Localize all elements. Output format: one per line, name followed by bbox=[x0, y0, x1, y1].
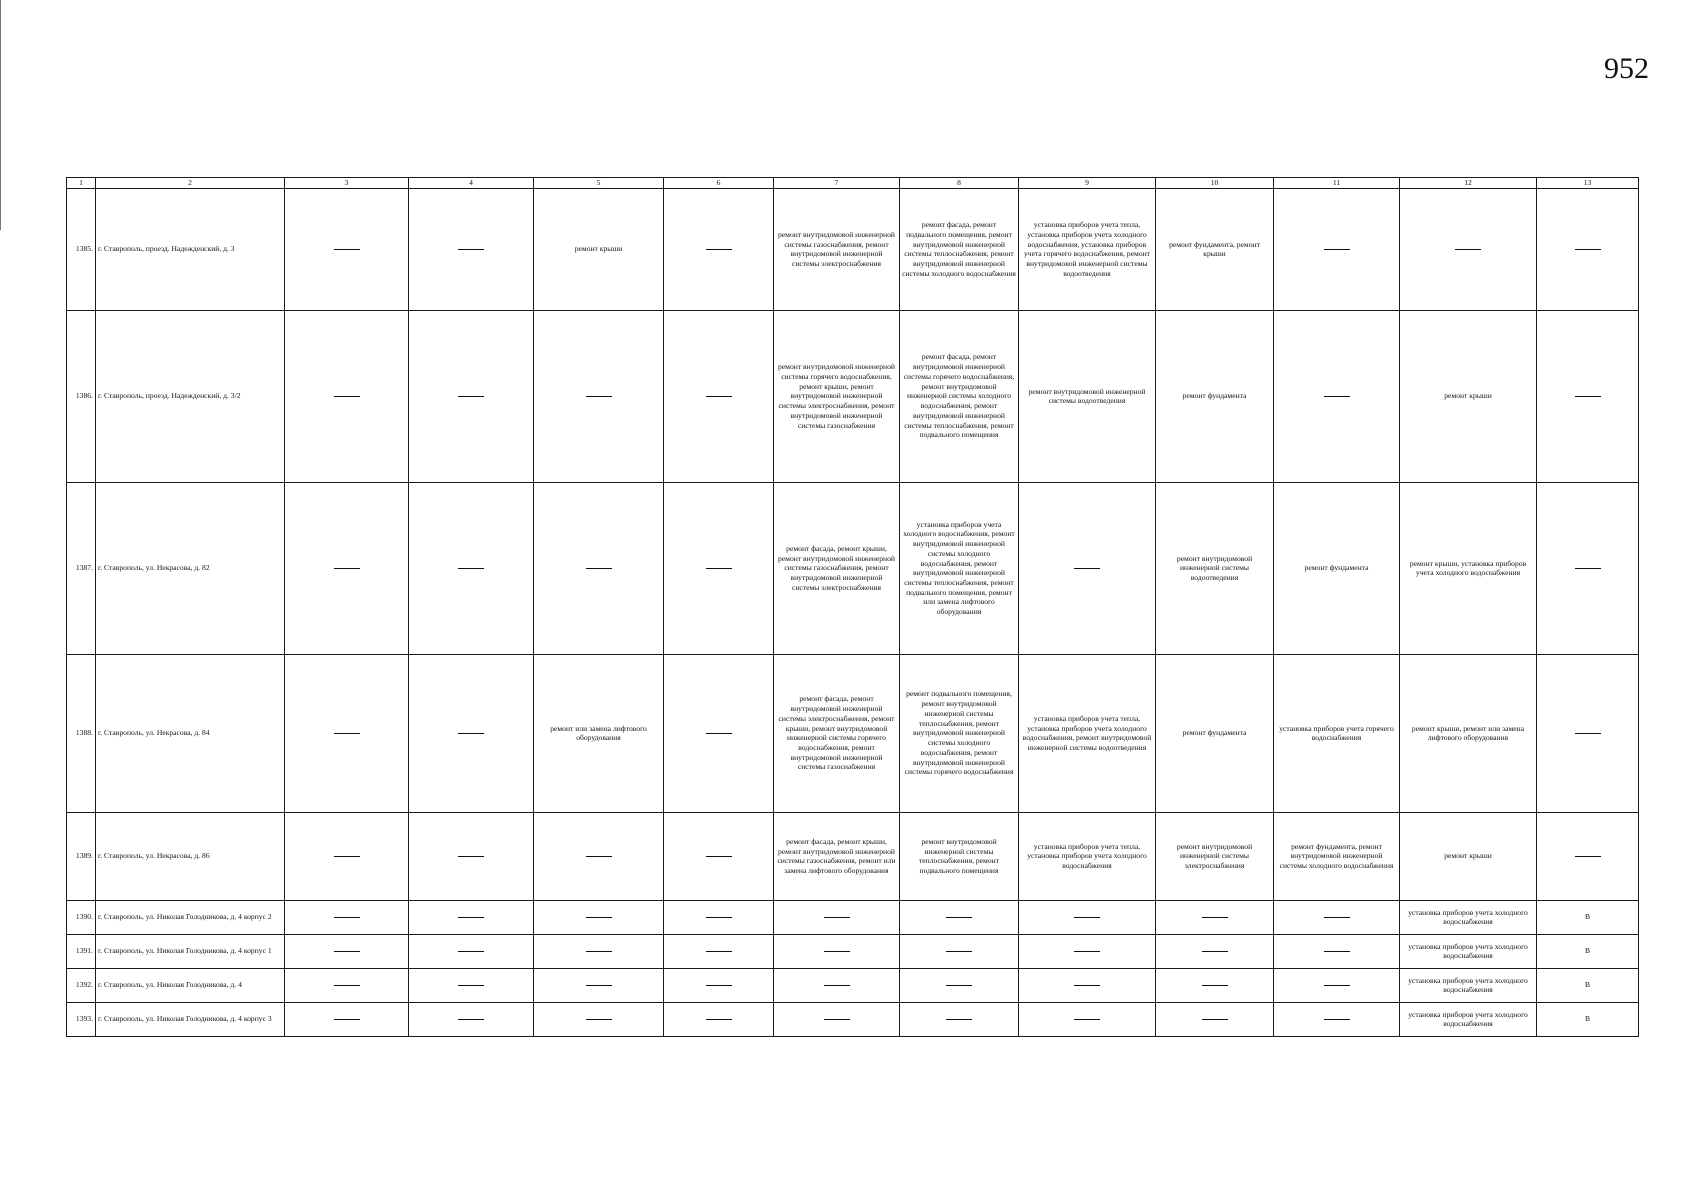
row-number: 1392. bbox=[67, 968, 96, 1002]
col13-cell: В bbox=[1537, 900, 1639, 934]
col10-cell bbox=[1156, 968, 1274, 1002]
empty-dash bbox=[706, 951, 732, 952]
col13-cell bbox=[1537, 812, 1639, 900]
col5-cell bbox=[534, 482, 664, 654]
table-row bbox=[67, 654, 1639, 812]
col10-cell: ремонт внутридомовой инженерной системы электроснабжения bbox=[1156, 812, 1274, 900]
col8-cell bbox=[900, 900, 1019, 934]
address-cell: г. Ставрополь, проезд. Надежденский, д. 3 bbox=[96, 188, 285, 310]
address-cell: г. Ставрополь, ул. Николая Голодникова, д. 4 корпус 3 bbox=[96, 1002, 285, 1036]
col8-cell: ремонт фасада, ремонт подвального помещения, ремонт внутридомовой инженерной системы теплоснабжения, ремонт внутридомовой инженерной системы холодного водоснабжения bbox=[900, 188, 1019, 310]
table-row bbox=[67, 310, 1639, 482]
col3-cell bbox=[285, 654, 409, 812]
col6-cell bbox=[664, 1002, 774, 1036]
col4-cell bbox=[409, 310, 534, 482]
empty-dash bbox=[458, 249, 484, 250]
empty-dash bbox=[824, 985, 850, 986]
empty-dash bbox=[1575, 249, 1601, 250]
col11-cell: установка приборов учета горячего водоснабжения bbox=[1274, 654, 1400, 812]
col11-cell bbox=[1274, 188, 1400, 310]
col9-cell: установка приборов учета тепла, установка приборов учета холодного водоснабжения, установка приборов учета горячего водоснабжения, ремонт внутридомовой инженерной системы водоотведения bbox=[1019, 188, 1156, 310]
empty-dash bbox=[824, 1019, 850, 1020]
col8-cell bbox=[900, 934, 1019, 968]
col8-cell: ремонт подвального помещения, ремонт внутридомовой инженерной системы теплоснабжения, ремонт внутридомовой инженерной системы холодного водоснабжения, ремонт внутридомовой инженерной системы горячего водоснабжения bbox=[900, 654, 1019, 812]
col3-cell bbox=[285, 934, 409, 968]
column-header: 5 bbox=[534, 178, 664, 189]
col8-cell bbox=[900, 1002, 1019, 1036]
table-row bbox=[67, 900, 1639, 934]
col8-cell: ремонт внутридомовой инженерной системы теплоснабжения, ремонт подвального помещения bbox=[900, 812, 1019, 900]
col6-cell bbox=[664, 968, 774, 1002]
empty-dash bbox=[706, 856, 732, 857]
col9-cell: установка приборов учета тепла, установка приборов учета холодного водоснабжения, ремонт внутридомовой инженерной системы водоотведения bbox=[1019, 654, 1156, 812]
col6-cell bbox=[664, 654, 774, 812]
address-cell: г. Ставрополь, ул. Некрасова, д. 84 bbox=[96, 654, 285, 812]
empty-dash bbox=[1074, 985, 1100, 986]
empty-dash bbox=[706, 568, 732, 569]
column-header: 12 bbox=[1400, 178, 1537, 189]
empty-dash bbox=[1324, 1019, 1350, 1020]
table-row bbox=[67, 1002, 1639, 1036]
table-row bbox=[67, 482, 1639, 654]
empty-dash bbox=[334, 568, 360, 569]
col5-cell bbox=[534, 812, 664, 900]
column-header: 4 bbox=[409, 178, 534, 189]
col12-cell: установка приборов учета холодного водоснабжения bbox=[1400, 968, 1537, 1002]
col12-cell: установка приборов учета холодного водоснабжения bbox=[1400, 934, 1537, 968]
col9-cell bbox=[1019, 900, 1156, 934]
col10-cell bbox=[1156, 934, 1274, 968]
col7-cell: ремонт внутридомовой инженерной системы газоснабжения, ремонт внутридомовой инженерной системы электроснабжения bbox=[774, 188, 900, 310]
row-number: 1389. bbox=[67, 812, 96, 900]
col9-cell bbox=[1019, 934, 1156, 968]
empty-dash bbox=[946, 951, 972, 952]
col10-cell: ремонт фундамента, ремонт крыши bbox=[1156, 188, 1274, 310]
col4-cell bbox=[409, 654, 534, 812]
empty-dash bbox=[1324, 396, 1350, 397]
empty-dash bbox=[334, 985, 360, 986]
col13-cell bbox=[1537, 482, 1639, 654]
col7-cell bbox=[774, 968, 900, 1002]
col7-cell: ремонт фасада, ремонт крыши, ремонт внутридомовой инженерной системы газоснабжения, ремонт или замена лифтового оборудования bbox=[774, 812, 900, 900]
row-number: 1385. bbox=[67, 188, 96, 310]
col6-cell bbox=[664, 812, 774, 900]
empty-dash bbox=[1202, 985, 1228, 986]
address-cell: г. Ставрополь, ул. Николая Голодникова, д. 4 корпус 1 bbox=[96, 934, 285, 968]
col9-cell bbox=[1019, 968, 1156, 1002]
empty-dash bbox=[334, 1019, 360, 1020]
page-number: 952 bbox=[1604, 52, 1649, 85]
col7-cell bbox=[774, 1002, 900, 1036]
col7-cell bbox=[774, 900, 900, 934]
col10-cell: ремонт внутридомовой инженерной системы водоотведения bbox=[1156, 482, 1274, 654]
empty-dash bbox=[334, 396, 360, 397]
scan-edge-mark bbox=[0, 0, 4, 230]
col6-cell bbox=[664, 482, 774, 654]
col9-cell bbox=[1019, 482, 1156, 654]
column-header: 7 bbox=[774, 178, 900, 189]
col7-cell bbox=[774, 934, 900, 968]
empty-dash bbox=[458, 985, 484, 986]
col13-cell: В bbox=[1537, 1002, 1639, 1036]
address-cell: г. Ставрополь, ул. Николая Голодникова, д. 4 корпус 2 bbox=[96, 900, 285, 934]
empty-dash bbox=[706, 396, 732, 397]
column-header: 1 bbox=[67, 178, 96, 189]
repair-schedule-table bbox=[66, 177, 1639, 1037]
col3-cell bbox=[285, 812, 409, 900]
column-header: 3 bbox=[285, 178, 409, 189]
col13-cell: В bbox=[1537, 934, 1639, 968]
column-header: 9 bbox=[1019, 178, 1156, 189]
empty-dash bbox=[1324, 249, 1350, 250]
col11-cell: ремонт фундамента bbox=[1274, 482, 1400, 654]
empty-dash bbox=[1455, 249, 1481, 250]
empty-dash bbox=[1324, 951, 1350, 952]
empty-dash bbox=[1324, 917, 1350, 918]
empty-dash bbox=[334, 733, 360, 734]
col6-cell bbox=[664, 934, 774, 968]
col12-cell: ремонт крыши, ремонт или замена лифтового оборудования bbox=[1400, 654, 1537, 812]
empty-dash bbox=[706, 917, 732, 918]
column-header: 2 bbox=[96, 178, 285, 189]
empty-dash bbox=[458, 568, 484, 569]
table-row bbox=[67, 934, 1639, 968]
col7-cell: ремонт фасада, ремонт внутридомовой инженерной системы электроснабжения, ремонт крыши, ремонт внутридомовой инженерной системы горячего водоснабжения, ремонт внутридомовой инженерной системы газоснабжения bbox=[774, 654, 900, 812]
col13-cell bbox=[1537, 310, 1639, 482]
col11-cell bbox=[1274, 934, 1400, 968]
empty-dash bbox=[1575, 568, 1601, 569]
header-row bbox=[67, 178, 1639, 189]
col9-cell: ремонт внутридомовой инженерной системы водоотведения bbox=[1019, 310, 1156, 482]
col11-cell bbox=[1274, 310, 1400, 482]
col4-cell bbox=[409, 812, 534, 900]
row-number: 1391. bbox=[67, 934, 96, 968]
empty-dash bbox=[1324, 985, 1350, 986]
empty-dash bbox=[1202, 917, 1228, 918]
empty-dash bbox=[458, 1019, 484, 1020]
empty-dash bbox=[1575, 396, 1601, 397]
row-number: 1387. bbox=[67, 482, 96, 654]
column-header: 8 bbox=[900, 178, 1019, 189]
table-row bbox=[67, 812, 1639, 900]
col9-cell: установка приборов учета тепла, установка приборов учета холодного водоснабжения bbox=[1019, 812, 1156, 900]
col12-cell: ремонт крыши bbox=[1400, 310, 1537, 482]
empty-dash bbox=[586, 917, 612, 918]
col10-cell bbox=[1156, 1002, 1274, 1036]
col4-cell bbox=[409, 900, 534, 934]
col5-cell: ремонт крыши bbox=[534, 188, 664, 310]
empty-dash bbox=[1074, 1019, 1100, 1020]
col4-cell bbox=[409, 934, 534, 968]
col9-cell bbox=[1019, 1002, 1156, 1036]
col5-cell bbox=[534, 900, 664, 934]
empty-dash bbox=[458, 856, 484, 857]
empty-dash bbox=[824, 917, 850, 918]
empty-dash bbox=[1575, 733, 1601, 734]
col5-cell bbox=[534, 310, 664, 482]
col6-cell bbox=[664, 310, 774, 482]
address-cell: г. Ставрополь, проезд. Надежденский, д. 3/2 bbox=[96, 310, 285, 482]
col7-cell: ремонт фасада, ремонт крыши, ремонт внутридомовой инженерной системы газоснабжения, ремонт внутридомовой инженерной системы электроснабжения bbox=[774, 482, 900, 654]
empty-dash bbox=[586, 856, 612, 857]
empty-dash bbox=[706, 733, 732, 734]
empty-dash bbox=[458, 917, 484, 918]
col3-cell bbox=[285, 968, 409, 1002]
empty-dash bbox=[458, 396, 484, 397]
empty-dash bbox=[1202, 1019, 1228, 1020]
col6-cell bbox=[664, 188, 774, 310]
empty-dash bbox=[586, 396, 612, 397]
empty-dash bbox=[1575, 856, 1601, 857]
col8-cell bbox=[900, 968, 1019, 1002]
col8-cell: ремонт фасада, ремонт внутридомовой инженерной системы горячего водоснабжения, ремонт внутридомовой инженерной системы холодного водоснабжения, ремонт внутридомовой инженерной системы теплоснабжения, ремонт подвального помещения bbox=[900, 310, 1019, 482]
empty-dash bbox=[334, 856, 360, 857]
col4-cell bbox=[409, 188, 534, 310]
empty-dash bbox=[586, 985, 612, 986]
empty-dash bbox=[334, 951, 360, 952]
col4-cell bbox=[409, 968, 534, 1002]
empty-dash bbox=[946, 1019, 972, 1020]
col8-cell: установка приборов учета холодного водоснабжения, ремонт внутридомовой инженерной системы холодного водоснабжения, ремонт внутридомовой инженерной системы теплоснабжения, ремонт подвального помещения, ремонт или замена лифтового оборудования bbox=[900, 482, 1019, 654]
col13-cell bbox=[1537, 188, 1639, 310]
col3-cell bbox=[285, 188, 409, 310]
column-header: 10 bbox=[1156, 178, 1274, 189]
col12-cell: ремонт крыши bbox=[1400, 812, 1537, 900]
col3-cell bbox=[285, 900, 409, 934]
col4-cell bbox=[409, 1002, 534, 1036]
empty-dash bbox=[1074, 568, 1100, 569]
row-number: 1388. bbox=[67, 654, 96, 812]
col6-cell bbox=[664, 900, 774, 934]
col12-cell: установка приборов учета холодного водоснабжения bbox=[1400, 900, 1537, 934]
col12-cell bbox=[1400, 188, 1537, 310]
empty-dash bbox=[1202, 951, 1228, 952]
table-row bbox=[67, 188, 1639, 310]
col7-cell: ремонт внутридомовой инженерной системы горячего водоснабжения, ремонт крыши, ремонт внутридомовой инженерной системы электроснабжения, ремонт внутридомовой инженерной системы газоснабжения bbox=[774, 310, 900, 482]
column-header: 13 bbox=[1537, 178, 1639, 189]
empty-dash bbox=[706, 1019, 732, 1020]
col5-cell bbox=[534, 968, 664, 1002]
col10-cell bbox=[1156, 900, 1274, 934]
col3-cell bbox=[285, 310, 409, 482]
empty-dash bbox=[946, 985, 972, 986]
empty-dash bbox=[458, 733, 484, 734]
col5-cell: ремонт или замена лифтового оборудования bbox=[534, 654, 664, 812]
col12-cell: установка приборов учета холодного водоснабжения bbox=[1400, 1002, 1537, 1036]
empty-dash bbox=[586, 568, 612, 569]
table-row bbox=[67, 968, 1639, 1002]
col5-cell bbox=[534, 934, 664, 968]
col13-cell bbox=[1537, 654, 1639, 812]
empty-dash bbox=[458, 951, 484, 952]
column-header: 6 bbox=[664, 178, 774, 189]
col10-cell: ремонт фундамента bbox=[1156, 310, 1274, 482]
col11-cell bbox=[1274, 1002, 1400, 1036]
empty-dash bbox=[586, 951, 612, 952]
empty-dash bbox=[586, 1019, 612, 1020]
row-number: 1390. bbox=[67, 900, 96, 934]
empty-dash bbox=[334, 249, 360, 250]
col13-cell: В bbox=[1537, 968, 1639, 1002]
col3-cell bbox=[285, 1002, 409, 1036]
col12-cell: ремонт крыши, установка приборов учета холодного водоснабжения bbox=[1400, 482, 1537, 654]
col11-cell bbox=[1274, 900, 1400, 934]
address-cell: г. Ставрополь, ул. Некрасова, д. 86 bbox=[96, 812, 285, 900]
col10-cell: ремонт фундамента bbox=[1156, 654, 1274, 812]
empty-dash bbox=[946, 917, 972, 918]
col11-cell: ремонт фундамента, ремонт внутридомовой инженерной системы холодного водоснабжения bbox=[1274, 812, 1400, 900]
empty-dash bbox=[824, 951, 850, 952]
column-header: 11 bbox=[1274, 178, 1400, 189]
col11-cell bbox=[1274, 968, 1400, 1002]
empty-dash bbox=[706, 985, 732, 986]
empty-dash bbox=[334, 917, 360, 918]
empty-dash bbox=[706, 249, 732, 250]
address-cell: г. Ставрополь, ул. Некрасова, д. 82 bbox=[96, 482, 285, 654]
empty-dash bbox=[1074, 951, 1100, 952]
address-cell: г. Ставрополь, ул. Николая Голодникова, д. 4 bbox=[96, 968, 285, 1002]
row-number: 1386. bbox=[67, 310, 96, 482]
col4-cell bbox=[409, 482, 534, 654]
col5-cell bbox=[534, 1002, 664, 1036]
col3-cell bbox=[285, 482, 409, 654]
row-number: 1393. bbox=[67, 1002, 96, 1036]
empty-dash bbox=[1074, 917, 1100, 918]
